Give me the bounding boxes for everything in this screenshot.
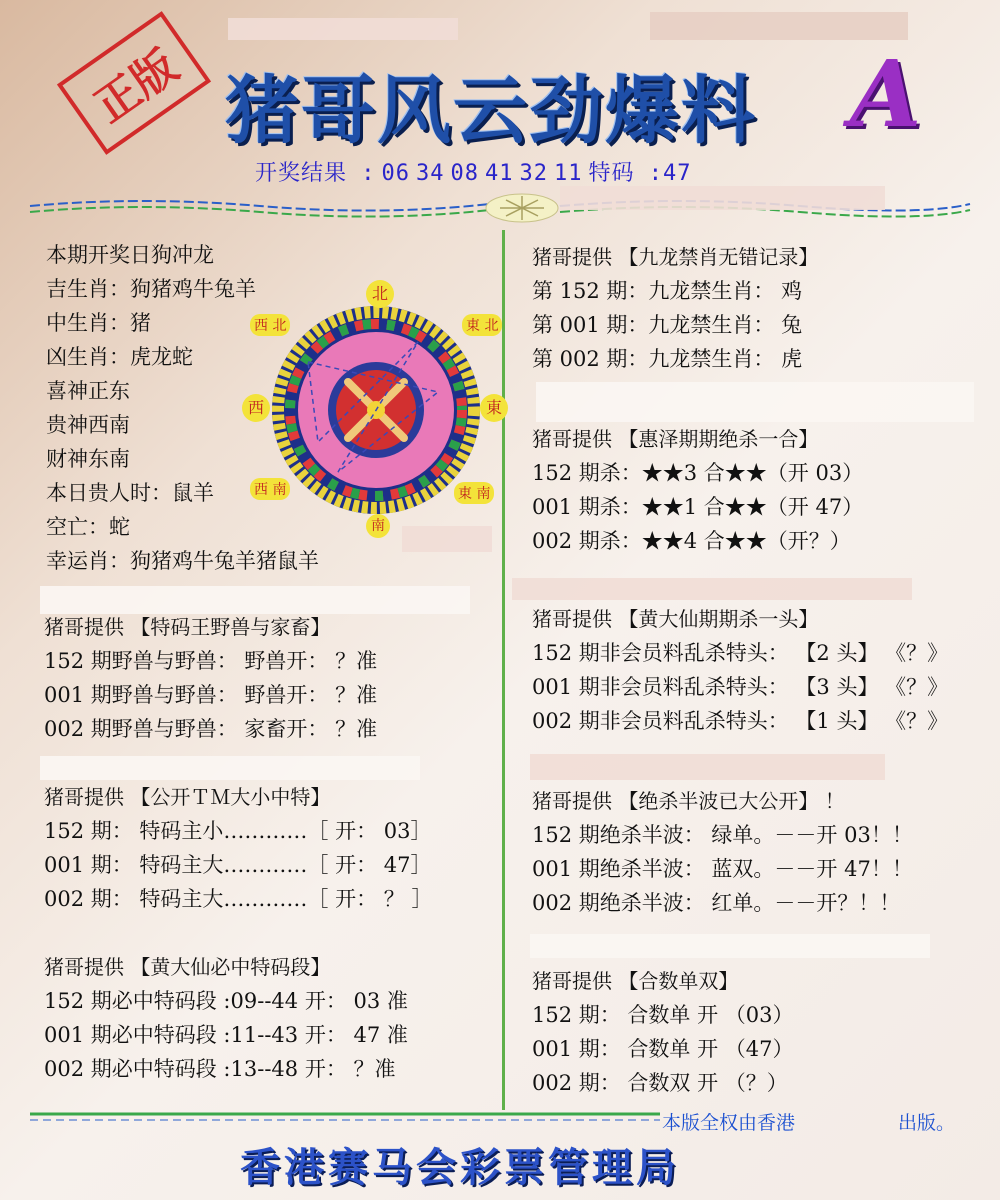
special-number: 47	[663, 161, 692, 186]
oddeven-section	[532, 964, 794, 1100]
redaction-bar	[650, 12, 908, 40]
section-row: 001 期非会员料乱杀特头： 【3 头】 《？》	[532, 675, 949, 699]
footer-note-suffix: 出版。	[898, 1112, 956, 1134]
huize-section	[532, 422, 863, 558]
section-header: 猪哥提供 【九龙禁肖无错记录】	[532, 245, 819, 269]
section-row: 001 期野兽与野兽： 野兽开： ？准	[44, 683, 378, 707]
section-row: 002 期： 特码主大…………［ 开： ？ ］	[44, 887, 433, 911]
result-number: 32	[519, 161, 548, 186]
section-row: 001 期杀：★★1 合★★（开 47）	[532, 495, 864, 519]
draw-results	[255, 156, 698, 187]
section-header: 猪哥提供 【合数单双】	[532, 969, 739, 993]
info-line: 本日贵人时：鼠羊	[46, 481, 214, 505]
redaction-bar	[560, 186, 885, 210]
section-row: 152 期： 合数单 开 （03）	[532, 1003, 794, 1027]
results-label: 开奖结果 :	[255, 161, 376, 186]
huangdaxian-section	[532, 602, 948, 738]
info-line: 吉生肖：狗猪鸡牛兔羊	[46, 277, 256, 301]
redaction-bar	[530, 754, 885, 780]
authentic-stamp: 正版	[57, 11, 211, 155]
compass-southeast: 東 南	[454, 482, 494, 504]
section-row: 002 期绝杀半波： 红单。－－开？！！	[532, 891, 901, 915]
info-line: 贵神西南	[46, 413, 130, 437]
section-row: 第 152 期：九龙禁生肖： 鸡	[532, 279, 803, 303]
section-row: 001 期必中特码段 :11--43 开： 47 准	[44, 1023, 408, 1047]
compass-east: 東	[480, 394, 508, 422]
section-row: 001 期绝杀半波： 蓝双。－－开 47！！	[532, 857, 913, 881]
redaction-bar	[536, 382, 974, 422]
section-row: 152 期： 特码主小…………［ 开： 03］	[44, 819, 432, 843]
special-label: 特码 :	[588, 161, 663, 186]
page-title: 猪哥风云劲爆料	[225, 68, 757, 154]
section-row: 002 期野兽与野兽： 家畜开： ？准	[44, 717, 378, 741]
section-row: 152 期必中特码段 :09--44 开： 03 准	[44, 989, 408, 1013]
compass-west: 西	[242, 394, 270, 422]
section-row: 002 期必中特码段 :13--48 开： ？准	[44, 1057, 396, 1081]
section-header: 猪哥提供 【公开ＴＭ大小中特】	[44, 785, 331, 809]
info-line: 空亡：蛇	[46, 515, 130, 539]
info-line: 凶生肖：虎龙蛇	[46, 345, 193, 369]
footer-note: 本版全权由香港	[662, 1112, 796, 1134]
bottom-title: 香港赛马会彩票管理局	[240, 1145, 680, 1191]
beast-section	[44, 610, 377, 746]
info-line: 幸运肖：狗猪鸡牛兔羊猪鼠羊	[46, 549, 319, 573]
wave-section	[532, 784, 913, 920]
info-line: 本期开奖日狗冲龙	[46, 243, 214, 267]
section-row: 002 期： 合数双 开 （？）	[532, 1071, 788, 1095]
info-line: 财神东南	[46, 447, 130, 471]
redaction-bar	[40, 756, 420, 780]
info-line: 中生肖：猪	[46, 311, 151, 335]
section-header: 猪哥提供 【黄大仙期期杀一头】	[532, 607, 819, 631]
compass-northwest: 西 北	[250, 314, 290, 336]
section-row: 第 002 期：九龙禁生肖： 虎	[532, 347, 803, 371]
edition-letter: A	[850, 40, 922, 148]
result-number: 06	[381, 161, 410, 186]
info-line: 喜神正东	[46, 379, 130, 403]
section-row: 152 期绝杀半波： 绿单。－－开 03！！	[532, 823, 913, 847]
section-header: 猪哥提供 【绝杀半波已大公开】 ！	[532, 789, 845, 813]
range-section	[44, 950, 408, 1086]
compass-south: 南	[366, 514, 390, 538]
redaction-bar	[512, 578, 912, 600]
section-row: 002 期杀：★★4 合★★（开？）	[532, 529, 851, 553]
redaction-bar	[530, 934, 930, 958]
footer-divider	[20, 1106, 980, 1132]
section-row: 152 期杀：★★3 合★★（开 03）	[532, 461, 864, 485]
size-section	[44, 780, 432, 916]
section-row: 152 期野兽与野兽： 野兽开： ？准	[44, 649, 378, 673]
compass-northeast: 東 北	[462, 314, 502, 336]
result-number: 41	[485, 161, 514, 186]
section-header: 猪哥提供 【特码王野兽与家畜】	[44, 615, 331, 639]
section-row: 002 期非会员料乱杀特头： 【1 头】 《？》	[532, 709, 949, 733]
section-header: 猪哥提供 【黄大仙必中特码段】	[44, 955, 331, 979]
redaction-bar	[402, 526, 492, 552]
result-number: 34	[416, 161, 445, 186]
redaction-bar	[228, 18, 458, 40]
result-number: 08	[450, 161, 479, 186]
section-row: 第 001 期：九龙禁生肖： 兔	[532, 313, 803, 337]
section-row: 001 期： 特码主大…………［ 开： 47］	[44, 853, 432, 877]
ninedragon-section	[532, 240, 818, 376]
section-row: 152 期非会员料乱杀特头： 【2 头】 《？》	[532, 641, 949, 665]
compass-north: 北	[366, 280, 394, 308]
section-header: 猪哥提供 【惠泽期期绝杀一合】	[532, 427, 819, 451]
result-number: 11	[554, 161, 583, 186]
section-row: 001 期： 合数单 开 （47）	[532, 1037, 794, 1061]
compass-southwest: 西 南	[250, 478, 290, 500]
